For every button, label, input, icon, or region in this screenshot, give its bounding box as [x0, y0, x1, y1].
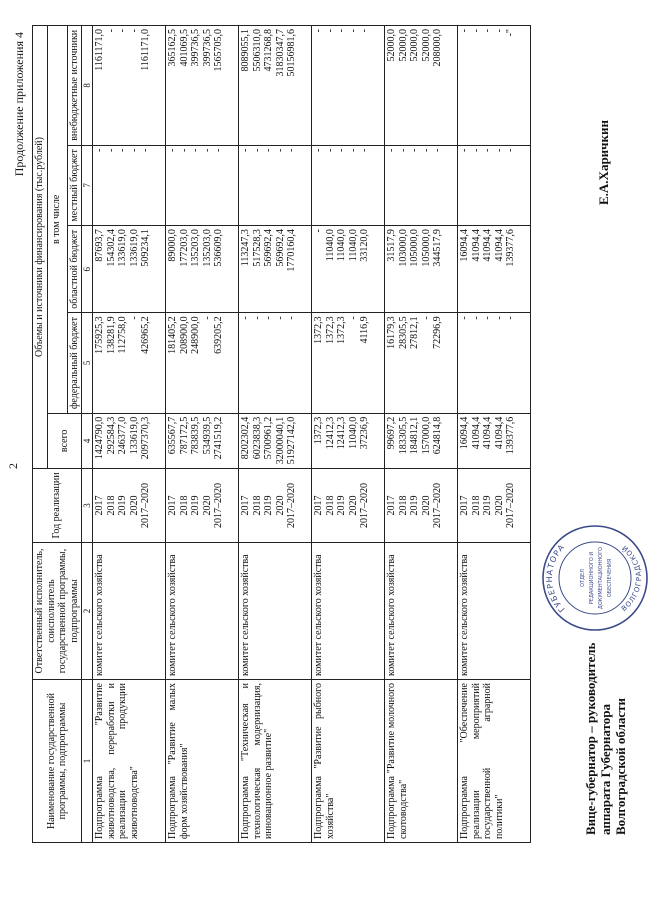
seal-ring-bottom: ВОЛГОГРАДСКОЙ — [620, 543, 644, 613]
subprogram-name: Подпрограмма "Развитие рыбного хозяйства" — [312, 680, 385, 843]
col-index: 6 — [82, 226, 93, 313]
federal-cell: - - - - - — [239, 313, 312, 413]
seal-center-line: ОБЕСПЕЧЕНИЯ — [607, 558, 613, 598]
header-extrabudget: внебюджетные источники — [67, 26, 82, 146]
responsible: комитет сельского хозяйства — [166, 543, 239, 680]
table-row — [239, 26, 312, 843]
subprogram-name: Подпрограмма "Развитие молочного скотоводства" — [385, 680, 458, 843]
extrabudget-cell: 1161171,0 - - - 1161171,0 — [93, 26, 166, 146]
header-year: Год реализации — [33, 468, 82, 542]
extrabudget-cell: - - - - - — [312, 26, 385, 146]
total-cell: 16094,4 41094,4 41094,4 41094,4 139377,6 — [458, 413, 531, 468]
col-index: 5 — [82, 313, 93, 413]
header-local: местный бюджет — [67, 145, 82, 226]
local-cell: - - - - - — [239, 145, 312, 226]
total-cell: 99697,2 183305,5 184812,1 157000,0 624814,8 — [385, 413, 458, 468]
local-cell: - - - - - — [166, 145, 239, 226]
table-row — [166, 26, 239, 843]
header-federal: федеральный бюджет — [67, 313, 82, 413]
regional-cell: 89000,0 177203,0 135203,0 135203,0 536609,0 — [166, 226, 239, 313]
seal-center-line: ОТДЕЛ — [580, 569, 586, 587]
years-cell: 2017 2018 2019 2020 2017–2020 — [312, 468, 385, 542]
signer-name: Е.А.Харичкин — [596, 120, 611, 205]
table-row — [93, 26, 166, 843]
col-index: 1 — [82, 680, 93, 843]
years-cell: 2017 2018 2019 2020 2017–2020 — [385, 468, 458, 542]
subprogram-name: Подпрограмма "Обеспечение реализации мероприятий государственной аграрной политики" — [458, 680, 531, 843]
federal-cell: 181405,2 208900,0 248900,0 - 639205,2 — [166, 313, 239, 413]
extrabudget-cell: 52000,0 52000,0 52000,0 52000,0 208000,0 — [385, 26, 458, 146]
col-index: 7 — [82, 145, 93, 226]
header-financing: Объемы и источники финансирования (тыс.рублей) — [33, 26, 48, 469]
regional-cell: 31517,9 103000,0 105000,0 105000,0 344517,9 — [385, 226, 458, 313]
header-regional: областной бюджет — [67, 226, 82, 313]
responsible: комитет сельского хозяйства — [385, 543, 458, 680]
page-number: 2 — [6, 463, 20, 469]
subprogram-name: Подпрограмма "Развитие малых форм хозяйствования" — [166, 680, 239, 843]
header-total: всего — [47, 413, 82, 468]
signature-line: Вице-губернатор – руководитель — [583, 642, 598, 835]
seal-center-line: РЕДАКЦИОННОГО И — [589, 551, 595, 605]
local-cell: - - - - - — [385, 145, 458, 226]
col-index: 3 — [82, 468, 93, 542]
extrabudget-cell: 8089055,1 5506310,0 4731268,8 31830347,7 50156981,6 — [239, 26, 312, 146]
financing-table — [32, 25, 531, 843]
subprogram-name: Подпрограмма "Техническая и технологическая модернизация, инновационное развитие" — [239, 680, 312, 843]
signature-line: аппарата Губернатора — [597, 703, 613, 835]
local-cell: - - - - - — [312, 145, 385, 226]
signature-title — [584, 643, 629, 835]
years-cell: 2017 2018 2019 2020 2017–2020 — [239, 468, 312, 542]
col-index: 4 — [82, 413, 93, 468]
federal-cell: 16179,3 28305,5 27812,1 - 72296,9 — [385, 313, 458, 413]
years-cell: 2017 2018 2019 2020 2017–2020 — [166, 468, 239, 542]
extrabudget-cell: - - - - -" — [458, 26, 531, 146]
regional-cell: 87693,7 154302,4 133619,0 133619,0 509234,1 — [93, 226, 166, 313]
local-cell: - - - - - — [458, 145, 531, 226]
federal-cell: 175925,3 138281,9 112758,0 - 426965,2 — [93, 313, 166, 413]
table-row — [312, 26, 385, 843]
regional-cell: 16094,4 41094,4 41094,4 41094,4 139377,6 — [458, 226, 531, 313]
extrabudget-cell: 365162,5 401069,5 399736,5 399736,5 1565705,0 — [166, 26, 239, 146]
signature-line: Волгоградской области — [612, 697, 628, 835]
local-cell: - - - - - — [93, 145, 166, 226]
subprogram-name: Подпрограмма "Развитие животноводства, переработки и реализации продукции животноводства" — [93, 680, 166, 843]
responsible: комитет сельского хозяйства — [239, 543, 312, 680]
table-row — [385, 26, 458, 843]
col-index: 2 — [82, 543, 93, 680]
years-cell: 2017 2018 2019 2020 2017–2020 — [93, 468, 166, 542]
appendix-caption: Продолжение приложения 4 — [12, 32, 26, 177]
table-row — [458, 26, 531, 843]
federal-cell: - - - - - — [458, 313, 531, 413]
header-responsible: Ответственный исполнитель, соисполнитель государственной программы, подпрограммы — [33, 543, 82, 680]
total-cell: 1372,3 12412,3 12412,3 11040,0 37236,9 — [312, 413, 385, 468]
seal-ring-top: ГУБЕРНАТОРА — [544, 542, 567, 614]
header-name: Наименование государственной программы, подпрограммы — [33, 680, 82, 843]
total-cell: 1424790,0 292584,3 246377,0 133619,0 2097370,3 — [93, 413, 166, 468]
svg-text:ГУБЕРНАТОРА — [545, 542, 567, 614]
seal-inner-ring — [559, 542, 631, 614]
regional-cell: - 11040,0 11040,0 11040,0 33120,0 — [312, 226, 385, 313]
official-seal — [540, 523, 650, 633]
years-cell: 2017 2018 2019 2020 2017–2020 — [458, 468, 531, 542]
responsible: комитет сельского хозяйства — [458, 543, 531, 680]
seal-center-line: ДОКУМЕНТАЦИОННОГО — [598, 546, 604, 610]
responsible: комитет сельского хозяйства — [93, 543, 166, 680]
header-including: в том числе — [47, 26, 67, 414]
column-index-row — [82, 26, 93, 843]
col-index: 8 — [82, 26, 93, 146]
total-cell: 8202302,4 6023838,3 5700961,2 32000040,1 51927142,0 — [239, 413, 312, 468]
regional-cell: 113247,3 517528,3 569692,4 569692,4 1770160,4 — [239, 226, 312, 313]
responsible: комитет сельского хозяйства — [312, 543, 385, 680]
total-cell: 635567,7 787172,5 783839,5 534939,5 2741519,2 — [166, 413, 239, 468]
federal-cell: 1372,3 1372,3 1372,3 - 4116,9 — [312, 313, 385, 413]
